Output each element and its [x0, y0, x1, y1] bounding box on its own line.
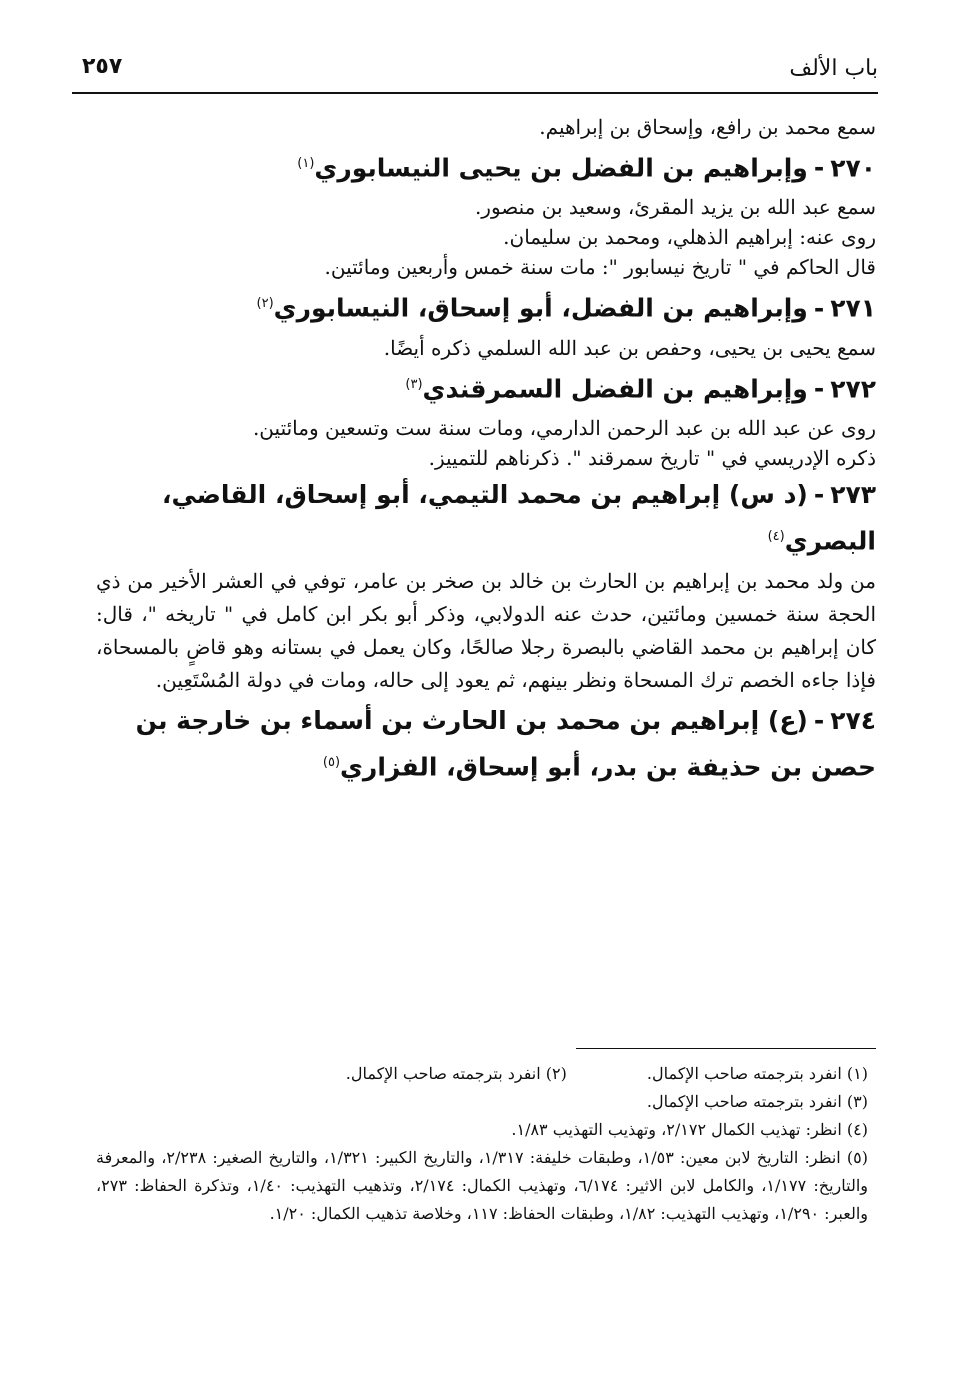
entry-heading-273-cont: [96, 519, 876, 559]
entry-name: وإبراهيم بن الفضل بن يحيى النيسابوري: [314, 153, 808, 183]
footnote-5: (٥) انظر: التاريخ لابن معين: ١/٥٣، وطبقات خليفة: ١/٣١٧، والتاريخ الكبير: ١/٣٢١، والتاريخ الصغير: ٢/٢٣٨، والمعرفة والتاريخ: ١/١٧٧، والكامل لابن الاثير: ٦/١٧٤، وتهذيب الكمال: ٢/١٧٤، وتذهيب التهذيب: ١/٤٠، وتذكرة الحفاظ: ٢٧٣، والعبر: ١/٢٩٠، وتهذيب التهذيب: ١/٨٢، وطبقات الحفاظ: ١١٧، وخلاصة تذهيب الكمال: ١/٢٠.: [96, 1148, 869, 1223]
header-rule: [72, 92, 878, 94]
entry-text-line: روى عن عبد الله بن عبد الرحمن الدارمي، ومات سنة ست وتسعين ومائتين.: [252, 415, 876, 440]
footnote-ref: (٣): [405, 376, 423, 392]
entry-heading-272: ٢٧٢-وإبراهيم بن الفضل السمرقندي$^{(٣)}$: [405, 373, 876, 403]
entry-text-line: سمع يحيى بن يحيى، وحفص بن عبد الله السلمي ذكره أيضًا.: [383, 335, 876, 360]
running-header: [72, 44, 878, 94]
entry-heading-274-cont: [96, 745, 876, 785]
entry-number: ٢٧١: [830, 293, 876, 323]
chapter-title: باب الألف: [789, 56, 878, 81]
entry-heading-271: ٢٧١-وإبراهيم بن الفضل، أبو إسحاق، النيسابوري$^{(٢)}$: [256, 293, 876, 323]
continuation-line: سمع محمد بن رافع، وإسحاق بن إبراهيم.: [539, 115, 876, 139]
entry-text-line: سمع عبد الله بن يزيد المقرئ، وسعيد بن منصور.: [474, 195, 876, 220]
footnote-row: [96, 1060, 868, 1088]
entry-paragraph: من ولد محمد بن إبراهيم بن الحارث بن خالد بن صخر بن عامر، توفي في العشر الأخير من ذي الحجة سنة خمسين ومائتين، حدث عنه الدولابي، وذكر أبو بكر ابن كامل في " تاريخه "، قال: كان إبراهيم بن محمد القاضي بالبصرة رجلا صالحًا، وكان يعمل في بستانه وهو قاضٍ بالمسحاة، فإذا جاءه الخصم ترك المسحاة ونظر بينهم، ثم يعود إلى حاله، ومات في دولة المُسْتَعِين.: [96, 569, 876, 693]
footnote-1: (١) انفرد بترجمته صاحب الإكمال.: [646, 1064, 868, 1083]
footnote-4: (٤) انظر: تهذيب الكمال ٢/١٧٢، وتهذيب التهذيب ١/٨٣.: [511, 1120, 868, 1139]
entry-text-line: قال الحاكم في " تاريخ نيسابور ": مات سنة خمس وأربعين ومائتين.: [324, 255, 876, 280]
footnote-ref: (١): [297, 156, 315, 171]
footnote-ref: (٥): [322, 755, 341, 771]
entry-heading-274: ٢٧٤-(ع) إبراهيم بن محمد بن الحارث بن أسماء بن خارجة بن: [135, 706, 876, 736]
main-text: [96, 112, 876, 792]
entry-text-line: ذكره الإدريسي في " تاريخ سمرقند ". ذكرناهم للتمييز.: [428, 445, 876, 470]
entry-name: (د س) إبراهيم بن محمد التيمي، أبو إسحاق، القاضي،: [161, 479, 808, 509]
entry-name: وإبراهيم بن الفضل السمرقندي: [422, 373, 808, 403]
entry-number: ٢٧٣: [830, 479, 876, 509]
entry-number: ٢٧٤: [830, 706, 876, 736]
footnote-ref: (٤): [767, 528, 785, 544]
entry-name: البصري: [784, 526, 876, 556]
footnote-rule: [576, 1048, 876, 1049]
entry-heading-270: ٢٧٠-وإبراهيم بن الفضل بن يحيى النيسابوري$^{(١)}$: [297, 153, 876, 183]
entry-name: حصن بن حذيفة بن بدر، أبو إسحاق، الفزاري: [340, 752, 876, 782]
footnote-ref: (٢): [256, 296, 274, 312]
entry-number: ٢٧٠: [830, 153, 876, 183]
footnote-2: (٢) انفرد بترجمته صاحب الإكمال.: [345, 1064, 567, 1083]
entry-text-line: روى عنه: إبراهيم الذهلي، ومحمد بن سليمان.: [503, 225, 876, 250]
entry-number: ٢٧٢: [830, 373, 876, 403]
entry-name: وإبراهيم بن الفضل، أبو إسحاق، النيسابوري: [273, 293, 808, 323]
page-number: ٢٥٧: [82, 54, 123, 79]
entry-heading-273: ٢٧٣-(د س) إبراهيم بن محمد التيمي، أبو إسحاق، القاضي،: [161, 479, 876, 509]
footnote-3: (٣) انفرد بترجمته صاحب الإكمال.: [646, 1092, 868, 1111]
entry-name: (ع) إبراهيم بن محمد بن الحارث بن أسماء بن خارجة بن: [135, 706, 808, 736]
footnotes: [96, 1060, 868, 1228]
